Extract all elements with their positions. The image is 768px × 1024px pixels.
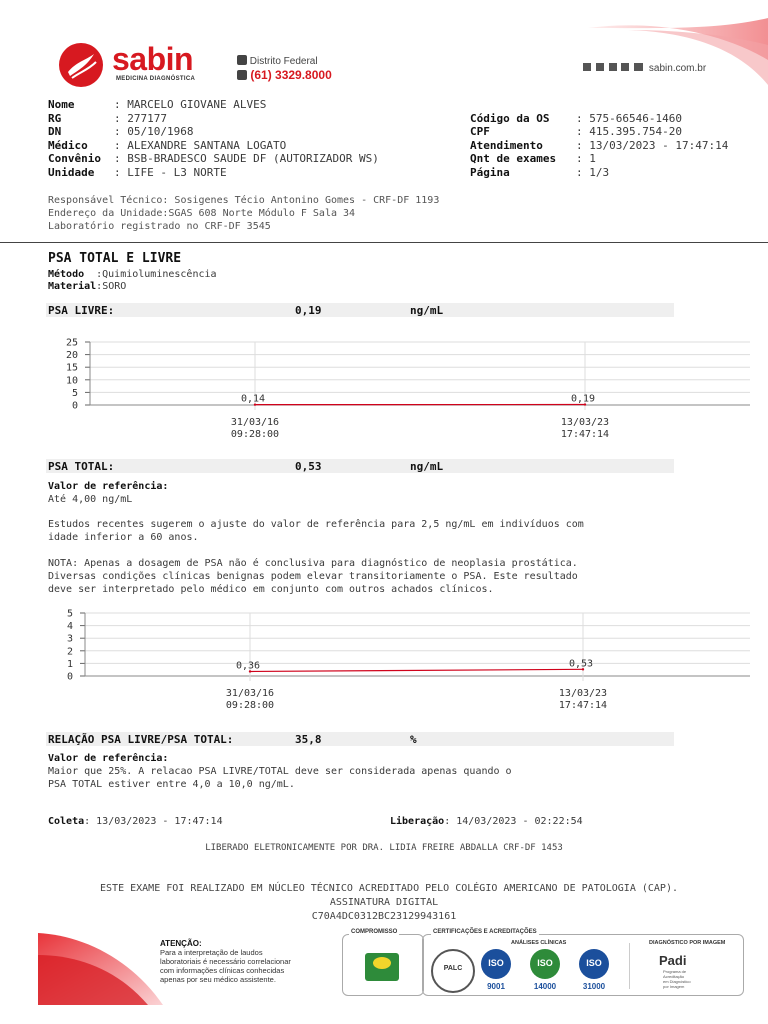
header: [0, 0, 768, 95]
brand-subtitle: MEDICINA DIAGNÓSTICA: [116, 76, 196, 82]
digital-signature-code: C70A4DC0312BC23129943161: [311, 911, 457, 922]
iso-14000-number: 14000: [533, 982, 557, 991]
diagnostico-imagem-label: DIAGNÓSTICO POR IMAGEM: [649, 940, 726, 946]
iso-31000-number: 31000: [582, 982, 606, 991]
lab-info: [48, 194, 439, 233]
data-label: 0,14: [240, 393, 266, 405]
sabin-logo-icon: [58, 42, 106, 88]
cap-accreditation-text: ESTE EXAME FOI REALIZADO EM NÚCLEO TÉCNICO ACREDITADO PELO COLÉGIO AMERICANO DE PATOLOGIA (CAP).: [100, 883, 678, 894]
data-label: 0,53: [568, 658, 594, 670]
facebook-icon[interactable]: [609, 63, 617, 71]
os-code-row: Código da OS : 575-66546-1460: [470, 111, 682, 125]
reference-label: Valor de referência:: [48, 753, 169, 764]
contact-block: [237, 55, 332, 82]
location-pin-icon: [237, 55, 247, 65]
instagram-icon[interactable]: [621, 63, 629, 71]
x-tick-label: 31/03/16: [225, 688, 275, 699]
data-label: 0,36: [235, 660, 261, 672]
x-tick-label: 31/03/16: [230, 417, 280, 428]
psa-total-unit: ng/mL: [410, 460, 444, 473]
y-tick-label: 20: [65, 350, 78, 362]
compromisso-label: COMPROMISSO: [351, 929, 398, 935]
y-tick-label: 0: [66, 671, 73, 683]
iso-31000-badge-icon: ISO: [579, 949, 609, 979]
liberacao-row: Liberação: 14/03/2023 - 02:22:54: [390, 816, 583, 827]
x-tick-label: 09:28:00: [230, 429, 280, 440]
digital-signature-label: ASSINATURA DIGITAL: [329, 897, 439, 908]
coleta-row: Coleta: 13/03/2023 - 17:47:14: [48, 816, 223, 827]
psa-total-value: 0,53: [295, 460, 322, 473]
twitter-icon[interactable]: [596, 63, 604, 71]
psa-livre-label: PSA LIVRE:: [48, 304, 115, 317]
phone-icon: [237, 70, 247, 80]
patient-info-left: [48, 98, 379, 179]
x-tick-label: 13/03/23: [560, 417, 610, 428]
x-tick-label: 13/03/23: [558, 688, 608, 699]
pagina-row: Página : 1/3: [470, 165, 610, 179]
y-tick-label: 4: [66, 621, 73, 633]
relacao-result-bar: [46, 732, 674, 746]
compromisso-seal-icon: [365, 953, 399, 981]
exam-title: PSA TOTAL E LIVRE: [48, 251, 182, 266]
relacao-value: 35,8: [295, 733, 322, 746]
padi-logo: Padi: [659, 953, 687, 968]
phone-number: (61) 3329.8000: [250, 68, 332, 82]
section-divider: [0, 242, 768, 243]
psa-total-note-1: Estudos recentes sugerem o ajuste do valor de referência para 2,5 ng/mL em indivíduos com idade inferior a 60 anos.: [48, 519, 584, 543]
psa-total-history-chart: [40, 603, 760, 715]
iso-9001-number: 9001: [487, 982, 505, 991]
sabin-logo: [58, 42, 198, 86]
youtube-icon[interactable]: [634, 63, 643, 71]
certificacoes-divider: [629, 943, 630, 989]
y-tick-label: 1: [66, 658, 73, 670]
website-link[interactable]: sabin.com.br: [648, 63, 707, 74]
patient-row-unidade: Unidade : LIFE - L3 NORTE: [48, 165, 227, 179]
y-tick-label: 10: [65, 375, 78, 387]
x-tick-label: 17:47:14: [558, 700, 608, 711]
y-tick-label: 3: [66, 633, 73, 645]
qnt-exames-row: Qnt de exames : 1: [470, 152, 596, 165]
patient-info-right: [470, 112, 728, 180]
material-row: Material:SORO: [48, 281, 127, 292]
palc-badge-icon: PALC: [431, 949, 475, 993]
patient-row-dn: DN : 05/10/1968: [48, 125, 194, 138]
liberado-signature-text: LIBERADO ELETRONICAMENTE POR DRA. LIDIA FREIRE ABDALLA CRF-DF 1453: [205, 843, 563, 853]
padi-subtitle: Programa de Acreditação em Diagnóstico por Imagem: [663, 969, 691, 989]
location-text: Distrito Federal: [249, 56, 318, 67]
data-label: 0,19: [570, 393, 596, 405]
psa-total-note-2: NOTA: Apenas a dosagem de PSA não é conclusiva para diagnóstico de neoplasia prostática. Diversas condições clínicas benignas podem elevar transitoriamente o PSA. Este resultado deve ser interpretado pelo médico em conjunto com outros achados clínicos.: [48, 558, 578, 595]
footer: [38, 925, 744, 1005]
y-tick-label: 5: [66, 608, 73, 620]
psa-total-label: PSA TOTAL:: [48, 460, 115, 473]
lab-info-line: Responsável Técnico: Sosigenes Técio Antonino Gomes - CRF-DF 1193: [48, 195, 440, 206]
attention-notice: ATENÇÃO: Para a interpretação de laudos laboratoriais é necessário correlacionar com informações clínicas conhecidas apenas por seu médico assistente.: [160, 939, 320, 984]
atendimento-row: Atendimento : 13/03/2023 - 17:47:14: [470, 138, 729, 152]
patient-row-rg: RG : 277177: [48, 111, 167, 125]
psa-total-result-bar: [46, 459, 674, 473]
linkedin-icon[interactable]: [583, 63, 591, 71]
patient-row-name: Nome : MARCELO GIOVANE ALVES: [48, 98, 267, 111]
cpf-row: CPF : 415.395.754-20: [470, 125, 682, 138]
iso-14000-badge-icon: ISO: [530, 949, 560, 979]
certificacoes-box: [422, 929, 744, 996]
method-row: Método :Quimioluminescência: [48, 269, 217, 280]
psa-total-reference: [48, 480, 168, 506]
reference-label: Valor de referência:: [48, 481, 169, 492]
psa-livre-value: 0,19: [295, 304, 322, 317]
social-links: [583, 63, 706, 74]
certificacoes-label: CERTIFICAÇÕES E ACREDITAÇÕES: [433, 929, 537, 935]
brand-name: sabin: [112, 41, 194, 77]
x-tick-label: 17:47:14: [560, 429, 610, 440]
y-tick-label: 0: [71, 400, 78, 412]
lab-info-line: Laboratório registrado no CRF-DF 3545: [48, 221, 271, 232]
psa-livre-result-bar: [46, 303, 674, 317]
lab-info-line: Endereço da Unidade:SGAS 608 Norte Módulo F Sala 34: [48, 208, 356, 219]
attention-title: ATENÇÃO:: [160, 939, 202, 948]
y-tick-label: 5: [71, 387, 78, 399]
reference-value: Até 4,00 ng/mL: [48, 494, 133, 505]
iso-9001-badge-icon: ISO: [481, 949, 511, 979]
analises-clinicas-label: ANÁLISES CLÍNICAS: [511, 940, 567, 946]
header-swoosh-graphic: [568, 0, 768, 95]
compromisso-box: [342, 929, 424, 996]
psa-livre-unit: ng/mL: [410, 304, 444, 317]
psa-livre-history-chart: [40, 330, 760, 445]
y-tick-label: 15: [65, 362, 78, 374]
series-line: [250, 669, 583, 671]
relacao-unit: %: [410, 733, 417, 746]
patient-row-medico: Médico : ALEXANDRE SANTANA LOGATO: [48, 138, 287, 152]
x-tick-label: 09:28:00: [225, 700, 275, 711]
y-tick-label: 2: [66, 646, 73, 658]
patient-row-convenio: Convênio : BSB-BRADESCO SAUDE DF (AUTORIZADOR WS): [48, 152, 379, 165]
footer-swoosh-graphic: [38, 925, 168, 1005]
relacao-reference: Valor de referência: Maior que 25%. A relacao PSA LIVRE/TOTAL deve ser considerada apenas quando o PSA TOTAL estiver entre 4,0 a 10,0 ng/mL.: [48, 753, 512, 790]
y-tick-label: 25: [65, 337, 78, 349]
relacao-label: RELAÇÃO PSA LIVRE/PSA TOTAL:: [48, 733, 234, 746]
